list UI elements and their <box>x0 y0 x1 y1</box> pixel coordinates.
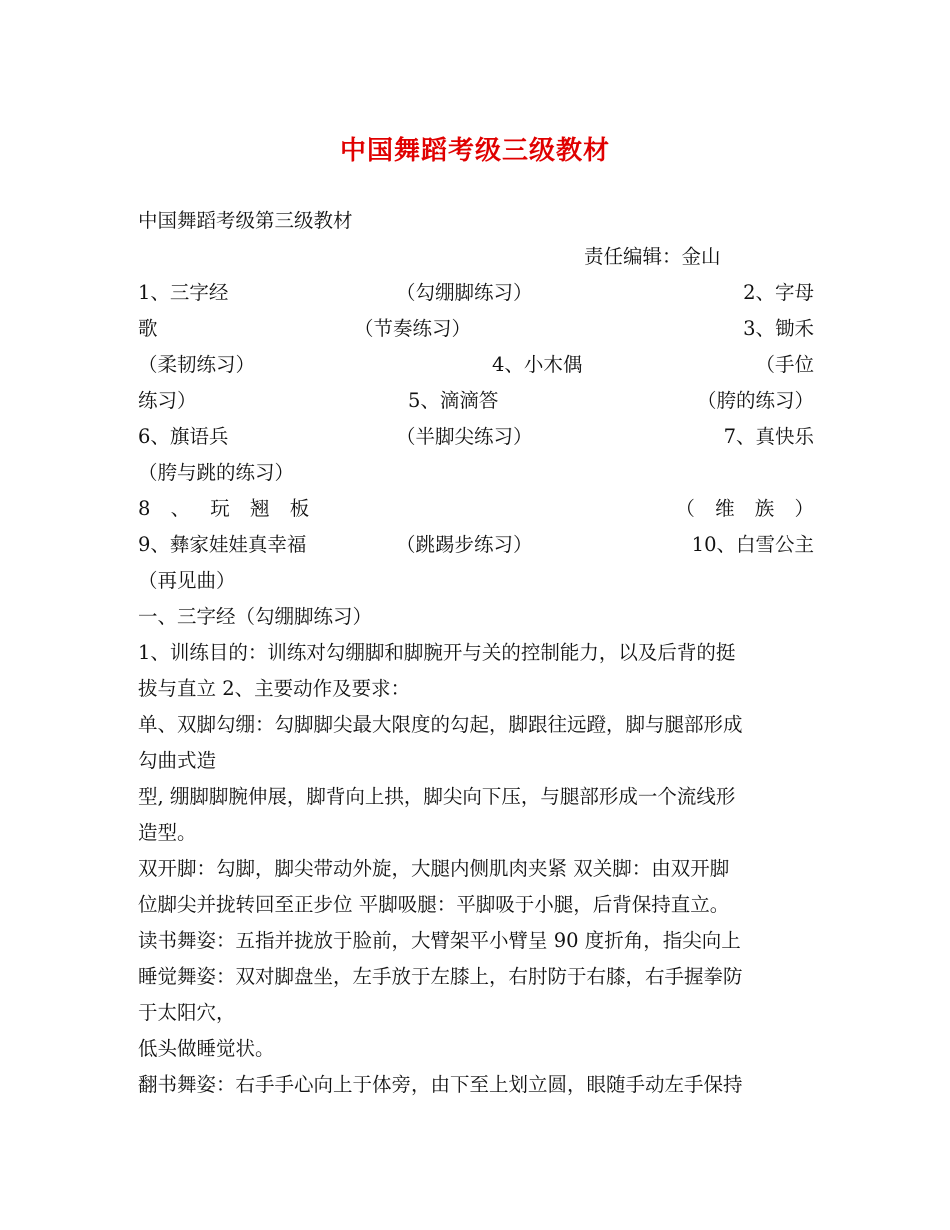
toc-cell: 5、滴滴答 <box>408 389 499 412</box>
toc-cell: （胯与跳的练习） <box>138 461 295 484</box>
toc-cell: （跳踢步练习） <box>396 533 533 556</box>
body-text: 读书舞姿：五指并拢放于脸前，大臂架平小臂呈 90 度折角，指尖向上 <box>138 929 741 952</box>
editor-credit: 责任编辑：金山 <box>584 245 721 268</box>
body-line <box>138 854 814 884</box>
toc-cell: （胯的练习） <box>696 389 814 412</box>
body-line <box>138 1070 814 1100</box>
document-title: 中国舞蹈考级三级教材 <box>339 136 610 166</box>
body-text: 翻书舞姿：右手手心向上于体旁，由下至上划立圆，眼随手动左手保持 <box>138 1073 743 1096</box>
subtitle-line <box>138 206 814 236</box>
toc-line <box>138 566 814 596</box>
toc-line <box>138 530 814 560</box>
toc-cell: （半脚尖练习） <box>396 425 533 448</box>
body-line <box>138 962 814 992</box>
toc-line <box>138 422 814 452</box>
body-line <box>138 638 814 668</box>
toc-cell: 8 、 玩 翘 板 <box>138 497 310 520</box>
subtitle: 中国舞蹈考级第三级教材 <box>138 209 353 232</box>
toc-cell: （柔韧练习） <box>138 353 256 376</box>
body-line <box>138 674 814 704</box>
toc-cell: 6、旗语兵 <box>138 425 229 448</box>
toc-line <box>138 314 814 344</box>
toc-line <box>138 494 814 524</box>
toc-line <box>138 386 814 416</box>
toc-cell: （再见曲） <box>138 569 236 592</box>
toc-cell: 歌 <box>138 317 158 340</box>
body-text: 于太阳穴， <box>138 1001 236 1024</box>
body-line <box>138 1034 814 1064</box>
toc-cell: （勾绷脚练习） <box>396 281 533 304</box>
toc-line <box>138 350 814 380</box>
body-line <box>138 926 814 956</box>
body-text: 睡觉舞姿：双对脚盘坐，左手放于左膝上，右肘防于右膝，右手握拳防 <box>138 965 743 988</box>
body-text: 单、双脚勾绷：勾脚脚尖最大限度的勾起，脚跟往远蹬，脚与腿部形成 <box>138 713 743 736</box>
toc-cell: （节奏练习） <box>354 317 472 340</box>
toc-line <box>138 458 814 488</box>
body-text: 拔与直立 2、主要动作及要求： <box>138 677 411 700</box>
body-line <box>138 710 814 740</box>
body-text: 造型。 <box>138 821 197 844</box>
body-text: 勾曲式造 <box>138 749 217 772</box>
toc-cell: 2、字母 <box>743 281 814 304</box>
toc-cell: 练习） <box>138 389 197 412</box>
toc-cell: 3、锄禾 <box>743 317 814 340</box>
toc-cell: （手位 <box>755 353 814 376</box>
toc-cell: 4、小木偶 <box>492 353 583 376</box>
toc-line <box>138 278 814 308</box>
body-text: 位脚尖并拢转回至正步位 平脚吸腿：平脚吸于小腿，后背保持直立。 <box>138 893 730 916</box>
body-line <box>138 890 814 920</box>
toc-cell: 9、彝家娃娃真幸福 <box>138 533 307 556</box>
body-text: 一、三字经（勾绷脚练习） <box>138 605 373 628</box>
toc-cell: 7、真快乐 <box>723 425 814 448</box>
body-line <box>138 818 814 848</box>
body-text: 双开脚：勾脚，脚尖带动外旋，大腿内侧肌肉夹紧 双关脚：由双开脚 <box>138 857 730 880</box>
body-line <box>138 602 814 632</box>
body-line <box>138 998 814 1028</box>
body-line <box>138 782 814 812</box>
body-text: 型, 绷脚脚腕伸展，脚背向上拱，脚尖向下压，与腿部形成一个流线形 <box>138 785 736 808</box>
body-text: 1、训练目的：训练对勾绷脚和脚腕开与关的控制能力，以及后背的挺 <box>138 641 736 664</box>
body-text: 低头做睡觉状。 <box>138 1037 275 1060</box>
toc-cell: 10、白雪公主 <box>691 533 814 556</box>
toc-cell: 1、三字经 <box>138 281 229 304</box>
toc-cell: （ 维 族 ） <box>675 497 814 520</box>
editor-line <box>138 242 814 272</box>
body-line <box>138 746 814 776</box>
